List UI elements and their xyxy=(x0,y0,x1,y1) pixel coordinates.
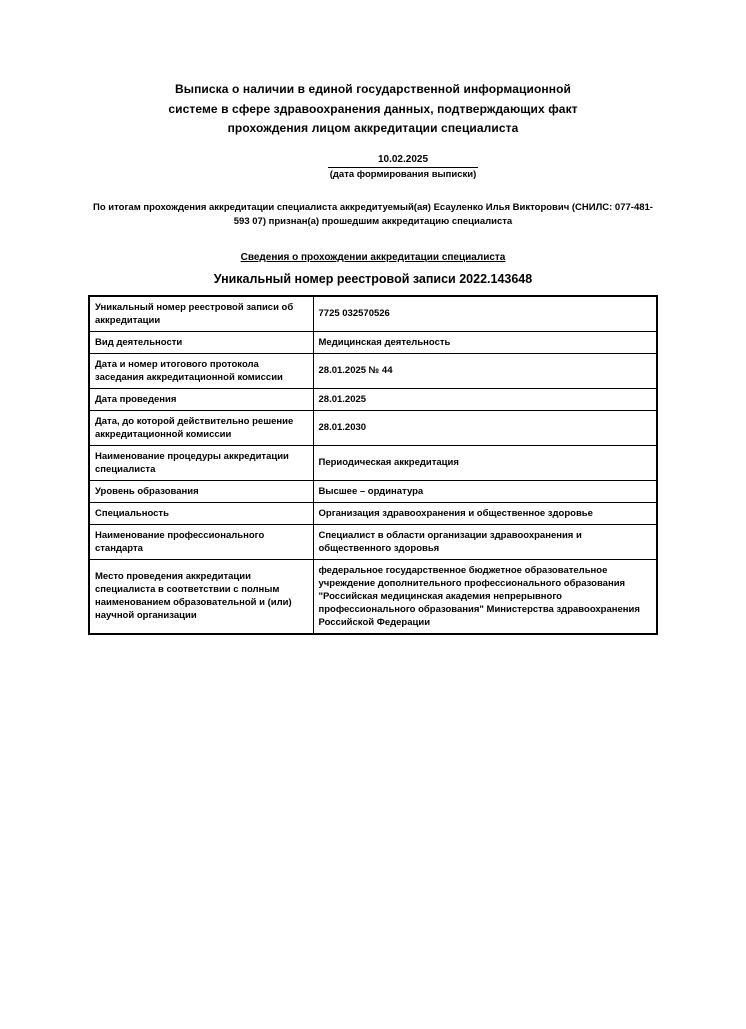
table-row xyxy=(89,353,657,388)
table-row xyxy=(89,410,657,445)
table-row-value: Высшее – ординатура xyxy=(313,480,657,502)
table-row-value: 28.01.2025 xyxy=(313,388,657,410)
issue-date-value: 10.02.2025 xyxy=(328,153,478,168)
accreditation-result-paragraph xyxy=(88,201,658,230)
table-row-label: Наименование профессионального стандарта xyxy=(89,524,313,559)
table-row-value: Медицинская деятельность xyxy=(313,331,657,353)
table-row xyxy=(89,524,657,559)
table-row-label: Дата проведения xyxy=(89,388,313,410)
table-row-value: Специалист в области организации здравоохранения и общественного здоровья xyxy=(313,524,657,559)
table-row xyxy=(89,296,657,332)
document-title-line-1: Выписка о наличии в единой государственной информационной xyxy=(174,82,572,96)
table-row-label: Уникальный номер реестровой записи об аккредитации xyxy=(89,296,313,332)
issue-date-caption: (дата формирования выписки) xyxy=(329,168,477,180)
table-row xyxy=(89,480,657,502)
table-row-label: Дата, до которой действительно решение аккредитационной комиссии xyxy=(89,410,313,445)
table-row-value: Организация здравоохранения и общественное здоровье xyxy=(313,502,657,524)
table-row-value: 7725 032570526 xyxy=(313,296,657,332)
table-row-label: Дата и номер итогового протокола заседания аккредитационной комиссии xyxy=(89,353,313,388)
table-row xyxy=(89,331,657,353)
table-row-label: Вид деятельности xyxy=(89,331,313,353)
registry-number-header: Уникальный номер реестровой записи 2022.143648 xyxy=(213,271,533,286)
table-row xyxy=(89,559,657,634)
table-row-label: Уровень образования xyxy=(89,480,313,502)
table-row xyxy=(89,502,657,524)
accreditation-result-line-1: По итогам прохождения аккредитации специалиста аккредитуемый(ая) Есауленко Илья Викторович (СНИЛС: 077-481- xyxy=(93,201,653,213)
table-row-value: федеральное государственное бюджетное образовательное учреждение дополнительного профессионального образования "Российская медицинская академия непрерывного профессионального образования" Министерства здравоохранения Российской Федерации xyxy=(313,559,657,634)
table-row-label: Место проведения аккредитации специалиста в соответствии с полным наименованием образовательной и (или) научной организации xyxy=(89,559,313,634)
accreditation-details-table xyxy=(88,295,658,635)
section-header: Сведения о прохождении аккредитации специалиста xyxy=(240,251,506,263)
table-row xyxy=(89,388,657,410)
table-row-label: Специальность xyxy=(89,502,313,524)
document-title xyxy=(88,80,658,139)
accreditation-result-line-2: 593 07) признан(а) прошедшим аккредитацию специалиста xyxy=(233,216,513,227)
table-row-value: 28.01.2030 xyxy=(313,410,657,445)
accreditation-table-body xyxy=(89,296,657,634)
table-row-value: Периодическая аккредитация xyxy=(313,445,657,480)
table-row xyxy=(89,445,657,480)
document-title-line-3: прохождения лицом аккредитации специалиста xyxy=(227,121,519,135)
document-title-line-2: системе в сфере здравоохранения данных, подтверждающих факт xyxy=(168,101,578,116)
table-row-value: 28.01.2025 № 44 xyxy=(313,353,657,388)
table-row-label: Наименование процедуры аккредитации специалиста xyxy=(89,445,313,480)
issue-date-block xyxy=(328,153,478,181)
